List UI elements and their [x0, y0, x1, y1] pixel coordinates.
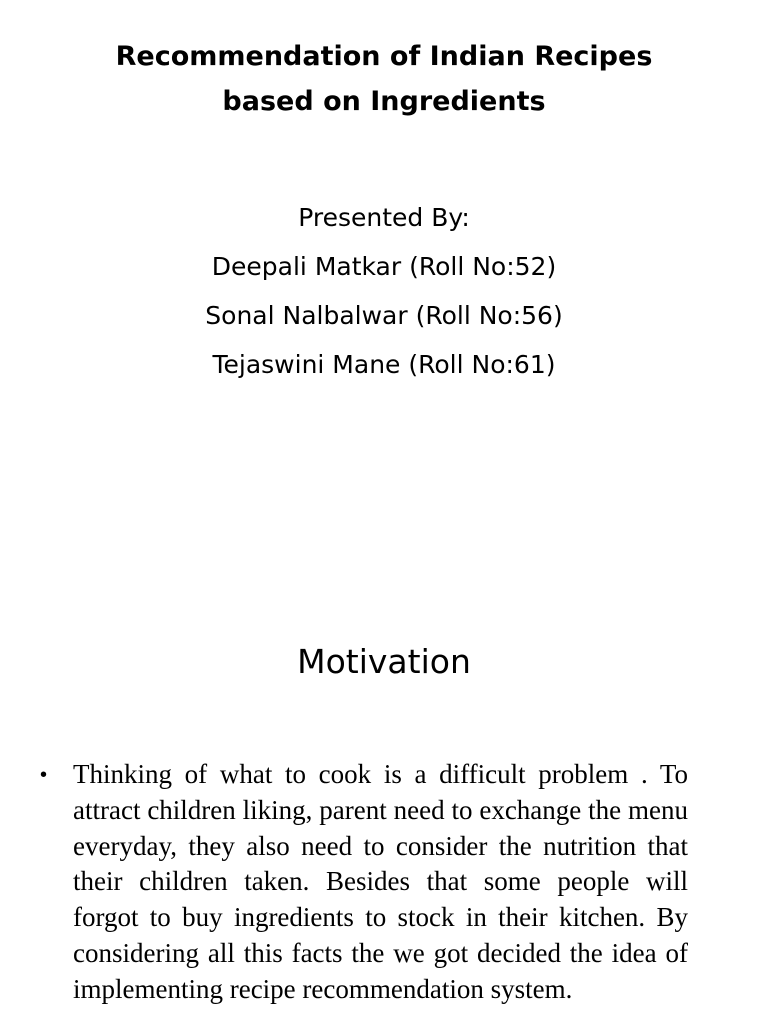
presenter-2: Sonal Nalbalwar (Roll No:56)	[205, 301, 563, 330]
bullet-text: Thinking of what to cook is a difficult problem . To attract children liking, parent need to exchange the menu everyday, they also need to consider the nutrition that their children taken. Besides that some people will forgot to buy ingredients to stock in their kitchen. By considering all this facts the we got decided the idea of implementing recipe recommendation system.	[73, 759, 688, 1004]
presentation-title	[40, 34, 728, 124]
title-line-2: based on Ingredients	[222, 86, 546, 117]
bullet-icon: •	[40, 764, 48, 786]
bullet-item	[40, 757, 688, 1008]
presenter-1: Deepali Matkar (Roll No:52)	[211, 252, 557, 281]
title-line-1: Recommendation of Indian Recipes	[115, 41, 653, 72]
slide-title: Motivation	[297, 642, 471, 681]
motivation-slide	[0, 576, 768, 1024]
presented-by-label: Presented By:	[298, 203, 470, 232]
presenters-block	[40, 193, 728, 389]
presenter-3: Tejaswini Mane (Roll No:61)	[212, 350, 556, 379]
